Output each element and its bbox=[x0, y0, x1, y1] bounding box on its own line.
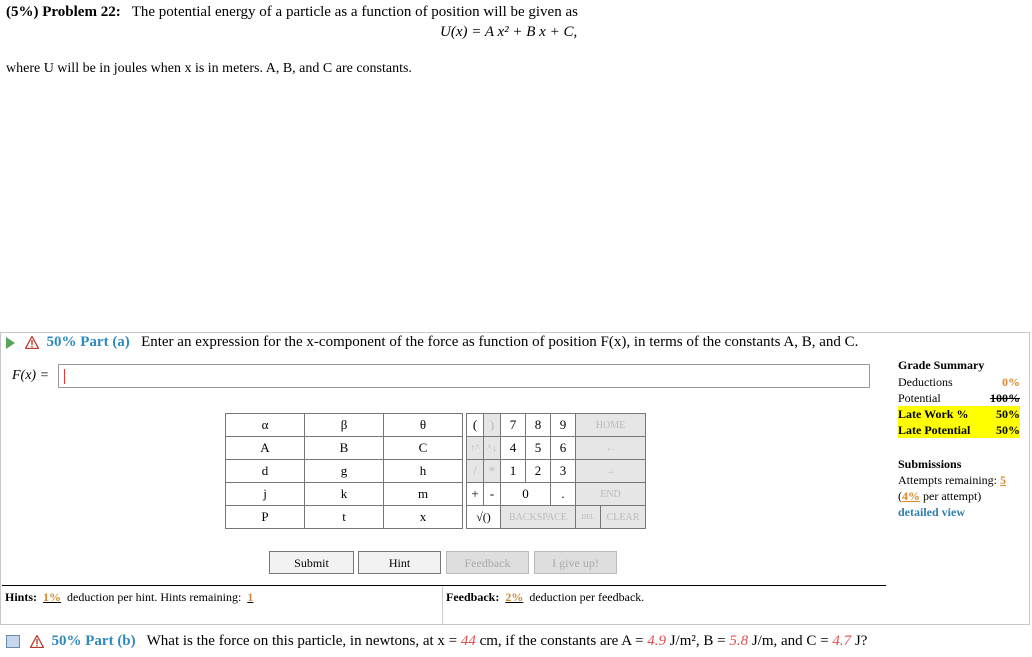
give-up-button[interactable]: I give up! bbox=[534, 551, 617, 574]
key-x[interactable]: x bbox=[384, 506, 463, 529]
per-attempt-text: per attempt) bbox=[923, 489, 982, 503]
key-k[interactable]: k bbox=[305, 483, 384, 506]
problem-header bbox=[6, 4, 578, 21]
part-b-label: 50% Part (b) bbox=[51, 633, 136, 649]
key-t[interactable]: t bbox=[305, 506, 384, 529]
part-b-q3: J/m², B = bbox=[669, 633, 726, 649]
potential-label: Potential bbox=[898, 391, 941, 405]
warning-icon bbox=[25, 336, 39, 349]
numeric-keypad bbox=[466, 413, 646, 529]
hints-info bbox=[5, 590, 256, 605]
key-plus[interactable]: + bbox=[467, 483, 484, 506]
submissions-panel: Submissions Attempts remaining: 5 (4% per attempt) detailed view bbox=[898, 457, 1006, 519]
part-b-a-value: 4.9 bbox=[647, 633, 666, 649]
hints-text: deduction per hint. Hints remaining: bbox=[67, 590, 242, 604]
hint-button[interactable]: Hint bbox=[358, 551, 441, 574]
per-attempt-pct: 4% bbox=[902, 489, 920, 503]
part-b-b-value: 5.8 bbox=[729, 633, 749, 649]
key-close-paren[interactable]: ) bbox=[484, 414, 501, 437]
key-7[interactable]: 7 bbox=[501, 414, 526, 437]
key-1[interactable]: 1 bbox=[501, 460, 526, 483]
key-m[interactable]: m bbox=[384, 483, 463, 506]
feedback-text: deduction per feedback. bbox=[529, 590, 645, 604]
hints-pct: 1% bbox=[43, 590, 62, 604]
warning-icon bbox=[30, 635, 44, 648]
deductions-value: 0% bbox=[1002, 375, 1020, 389]
part-b-q2: cm, if the constants are A = bbox=[479, 633, 644, 649]
key-backspace[interactable]: BACKSPACE bbox=[501, 506, 576, 529]
detailed-view-link[interactable]: detailed view bbox=[898, 505, 965, 519]
hints-remaining: 1 bbox=[247, 590, 254, 604]
key-minus[interactable]: - bbox=[484, 483, 501, 506]
key-6[interactable]: 6 bbox=[551, 437, 576, 460]
key-dot[interactable]: . bbox=[551, 483, 576, 506]
feedback-label: Feedback: bbox=[446, 590, 500, 604]
key-clear[interactable]: CLEAR bbox=[601, 506, 646, 529]
key-divide[interactable]: / bbox=[467, 460, 484, 483]
feedback-button[interactable]: Feedback bbox=[446, 551, 529, 574]
part-b-q1: What is the force on this particle, in newtons, at x = bbox=[146, 633, 458, 649]
grade-summary bbox=[898, 357, 1020, 438]
part-a-header bbox=[6, 334, 858, 351]
late-potential-value: 50% bbox=[996, 423, 1020, 437]
key-left-arrow[interactable]: ← bbox=[576, 437, 646, 460]
part-b-x-value: 44 bbox=[460, 633, 476, 649]
text-caret bbox=[64, 369, 65, 384]
key-8[interactable]: 8 bbox=[526, 414, 551, 437]
equation: U(x) = A x² + B x + C, bbox=[440, 24, 578, 40]
submit-button[interactable]: Submit bbox=[269, 551, 354, 574]
expand-arrow-icon[interactable] bbox=[6, 337, 15, 349]
key-end[interactable]: END bbox=[576, 483, 646, 506]
part-b-q4: J/m, and C = bbox=[751, 633, 829, 649]
submissions-title: Submissions bbox=[898, 457, 962, 471]
attempts-label: Attempts remaining: bbox=[898, 473, 997, 487]
collapse-icon[interactable] bbox=[6, 635, 20, 648]
answer-input[interactable] bbox=[58, 364, 870, 388]
key-d[interactable]: d bbox=[226, 460, 305, 483]
problem-statement: The potential energy of a particle as a function of position will be given as bbox=[131, 4, 578, 20]
answer-label: F(x) = bbox=[12, 368, 50, 383]
attempts-value: 5 bbox=[999, 473, 1006, 487]
late-work-label: Late Work % bbox=[898, 407, 969, 421]
key-g[interactable]: g bbox=[305, 460, 384, 483]
deductions-label: Deductions bbox=[898, 375, 953, 389]
key-multiply[interactable]: * bbox=[484, 460, 501, 483]
key-alpha[interactable]: α bbox=[226, 414, 305, 437]
key-superscript[interactable]: ↑^ bbox=[467, 437, 484, 460]
variable-keypad bbox=[225, 413, 463, 529]
key-del[interactable]: DEL bbox=[576, 506, 601, 529]
key-sqrt[interactable]: √() bbox=[467, 506, 501, 529]
part-b-c-value: 4.7 bbox=[832, 633, 852, 649]
late-potential-label: Late Potential bbox=[898, 423, 971, 437]
key-j[interactable]: j bbox=[226, 483, 305, 506]
hints-label: Hints: bbox=[5, 590, 38, 604]
key-B[interactable]: B bbox=[305, 437, 384, 460]
key-C[interactable]: C bbox=[384, 437, 463, 460]
key-2[interactable]: 2 bbox=[526, 460, 551, 483]
key-home[interactable]: HOME bbox=[576, 414, 646, 437]
key-5[interactable]: 5 bbox=[526, 437, 551, 460]
key-beta[interactable]: β bbox=[305, 414, 384, 437]
key-h[interactable]: h bbox=[384, 460, 463, 483]
key-0[interactable]: 0 bbox=[501, 483, 551, 506]
key-3[interactable]: 3 bbox=[551, 460, 576, 483]
potential-value: 100% bbox=[990, 391, 1020, 405]
key-right-arrow[interactable]: → bbox=[576, 460, 646, 483]
part-a-label: 50% Part (a) bbox=[46, 334, 130, 350]
problem-percent: (5%) bbox=[6, 4, 39, 20]
part-b-header bbox=[6, 633, 867, 650]
key-subscript[interactable]: ^↓ bbox=[484, 437, 501, 460]
grade-summary-title: Grade Summary bbox=[898, 358, 985, 372]
key-theta[interactable]: θ bbox=[384, 414, 463, 437]
feedback-pct: 2% bbox=[505, 590, 524, 604]
part-a-question: Enter an expression for the x-component of the force as function of position F(x), in terms of the constants A, B, and C. bbox=[141, 334, 859, 350]
feedback-info bbox=[446, 590, 644, 605]
where-text: where U will be in joules when x is in meters. A, B, and C are constants. bbox=[6, 61, 412, 76]
key-A[interactable]: A bbox=[226, 437, 305, 460]
problem-title: Problem 22: bbox=[42, 4, 121, 20]
part-b-q5: J? bbox=[854, 633, 868, 649]
key-open-paren[interactable]: ( bbox=[467, 414, 484, 437]
key-4[interactable]: 4 bbox=[501, 437, 526, 460]
key-P[interactable]: P bbox=[226, 506, 305, 529]
key-9[interactable]: 9 bbox=[551, 414, 576, 437]
late-work-value: 50% bbox=[996, 407, 1020, 421]
